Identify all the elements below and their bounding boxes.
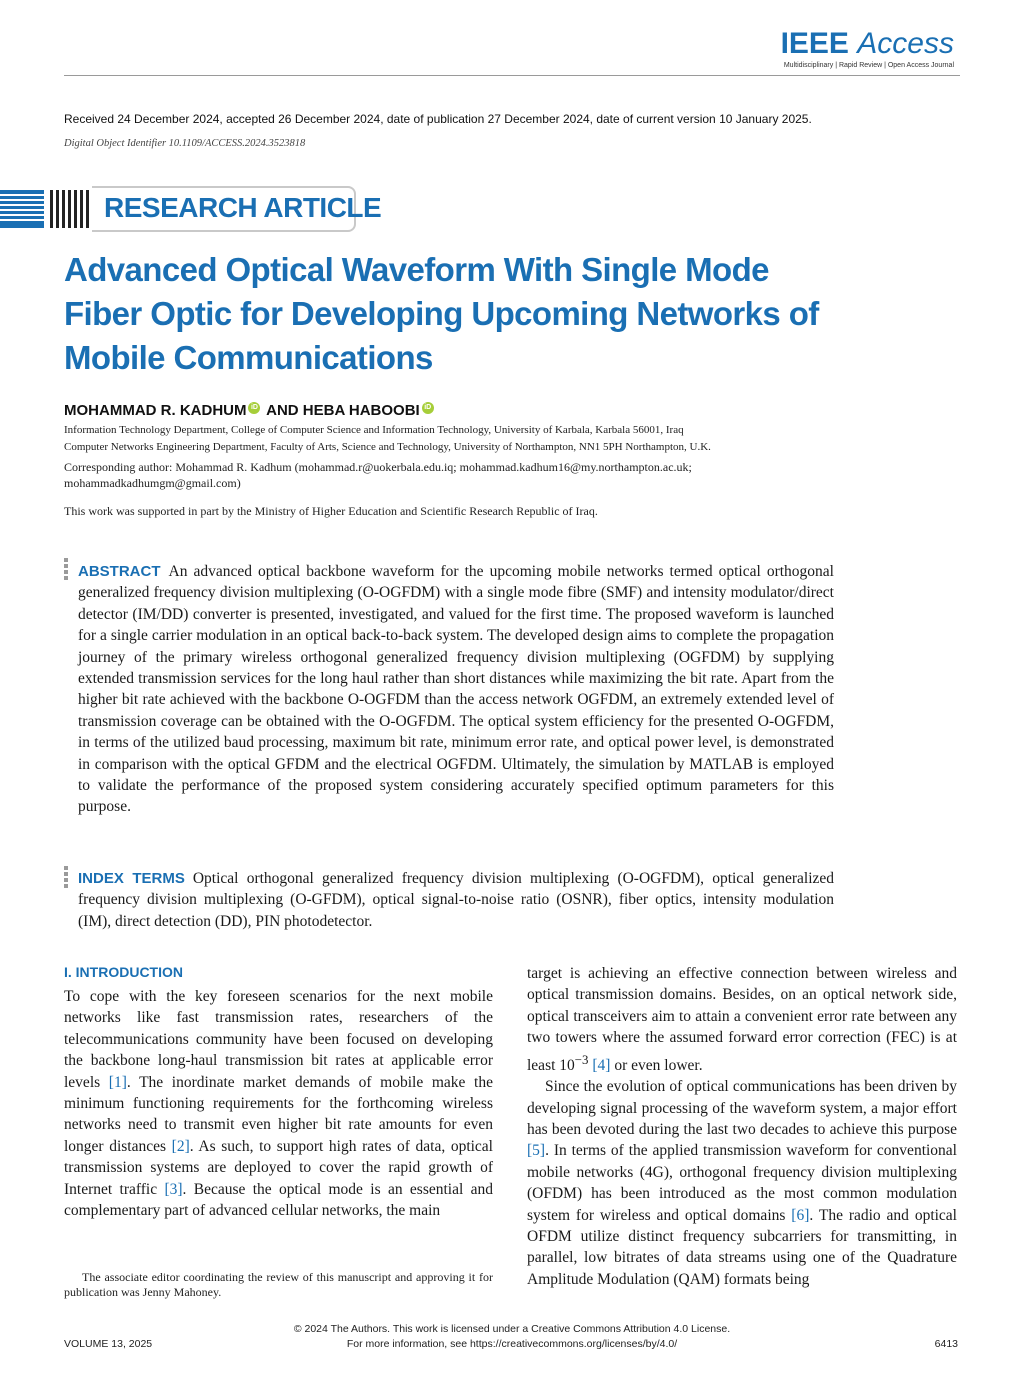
text-run: Since the evolution of optical communications has been driven by developing signal processing of the waveform system, a major effort has been devoted during the last two decades to achieve this purpose: [527, 1078, 957, 1138]
exponent: −3: [574, 1051, 589, 1067]
logo-ieee: IEEE: [780, 27, 849, 60]
citation-link[interactable]: [5]: [527, 1142, 546, 1160]
text-run: . As such, to support high rates of data, optical transmission systems are deployed to cover the rapid growth of Internet traffic: [64, 1137, 493, 1198]
affiliation-2: Computer Networks Engineering Department, Faculty of Arts, Science and Technology, University of Northampton, NN1 5PH Northampton, U.K.: [64, 441, 711, 453]
citation-link[interactable]: [6]: [791, 1206, 810, 1224]
doi-line: Digital Object Identifier 10.1109/ACCESS.2024.3523818: [64, 138, 306, 149]
index-terms-text: Optical orthogonal generalized frequency division multiplexing (O-OGFDM), optical generalized frequency division multiplexing (O-GFDM), optical signal-to-noise ratio (OSNR), fiber optics, intensity modulation (IM), direct detection (DD), PIN photodetector.: [78, 870, 835, 930]
corresponding-author-line-1: Corresponding author: Mohammad R. Kadhum (mohammad.r@uokerbala.edu.iq; mohammad.kadhum16@my.northampton.ac.uk;: [64, 460, 692, 474]
index-terms: [78, 868, 834, 932]
orcid-icon[interactable]: iD: [422, 402, 434, 414]
affiliation-1: Information Technology Department, College of Computer Science and Information Technology, University of Karbala, Karbala 56001, Iraq: [64, 424, 684, 436]
citation-link[interactable]: [4]: [592, 1056, 611, 1074]
license-line-2[interactable]: For more information, see https://creativecommons.org/licenses/by/4.0/: [346, 1338, 678, 1350]
footnote-text: The associate editor coordinating the review of this manuscript and approving it for publication was Jenny Mahoney.: [64, 1270, 493, 1299]
citation-link[interactable]: [2]: [171, 1137, 190, 1155]
funding-statement: This work was supported in part by the Ministry of Higher Education and Scientific Research Republic of Iraq.: [64, 504, 598, 518]
banner-stripes-icon: [0, 186, 92, 232]
abstract: [78, 561, 834, 818]
author-line: [64, 402, 436, 419]
citation-link[interactable]: [1]: [108, 1073, 127, 1091]
text-run: To cope with the key foreseen scenarios for the next mobile networks like fast transmission rates, researchers of the telecommunications community have been focused on developing the backbone long-haul transmission bit rates at applicable error levels: [64, 988, 493, 1091]
header-rule: [64, 75, 960, 76]
author-1: MOHAMMAD R. KADHUM: [64, 402, 247, 419]
abstract-text: An advanced optical backbone waveform for the upcoming mobile networks termed optical orthogonal generalized frequency division multiplexing (O-OGFDM) with a single mode fibre (SMF) and intensity modulator/direct detector (IM/DD) converter is presented, investigated, and valued for the first time. The proposed waveform is launched for a single carrier modulation in an optical back-to-back system. The developed design aims to complete the propagation journey of the primary wireless orthogonal generalized frequency division multiplexing (OGFDM) by supplying extended transmission services for the long haul rather than short distances while maximizing the bit rate. Apart from the higher bit rate achieved with the backbone O-OGFDM than the access network OGFDM, an extremely extended level of transmission coverage can be obtained with the O-OGFDM. The optical system efficiency for the presented O-OGFDM, in terms of the utilized baud processing, maximum bit rate, minimum error rate, and optical power level, is demonstrated in comparison with the optical GFDM and the electrical OGFDM. Ultimately, the simulation by MATLAB is employed to validate the performance of the proposed system considering accurately specified optimum parameters for this purpose.: [78, 563, 834, 816]
corresponding-author-line-2: mohammadkadhumgm@gmail.com): [64, 476, 241, 490]
text-run: . Because the optical mode is an essential and complementary part of advanced cellular networks, the main: [64, 1180, 493, 1220]
abstract-label: ABSTRACT: [78, 563, 161, 580]
text-run: or even lower.: [610, 1056, 703, 1074]
received-dates: Received 24 December 2024, accepted 26 December 2024, date of publication 27 December 2024, date of current version 10 January 2025.: [64, 112, 812, 126]
editor-footnote: [64, 1270, 493, 1300]
text-run: . The inordinate market demands of mobile make the minimum functioning requirements for the forthcoming wireless networks need to transmit even higher bit rate amounts for even longer distances: [64, 1073, 493, 1155]
right-column: [527, 963, 957, 1290]
text-run: target is achieving an effective connection between wireless and optical transmission domains. Besides, on an optical network side, optical transceivers aim to attain a convenient error rate between any two towers where the assumed forward error correction (FEC) is at least 10: [527, 965, 957, 1074]
banner-label: RESEARCH ARTICLE: [104, 192, 382, 223]
section-heading: I. INTRODUCTION: [64, 964, 183, 980]
citation-link[interactable]: [3]: [164, 1180, 183, 1198]
author-2: AND HEBA HABOOBI: [266, 402, 420, 419]
intro-paragraph-2: [527, 1076, 957, 1290]
page-number: 6413: [934, 1338, 958, 1350]
volume-label: VOLUME 13, 2025: [64, 1338, 153, 1350]
intro-paragraph-1-continued: [527, 963, 957, 1076]
paper-title: Advanced Optical Waveform With Single Mode Fiber Optic for Developing Upcoming Networks of Mobile Communications: [64, 251, 819, 376]
index-terms-marker-icon: [64, 866, 68, 890]
logo-access: Access: [857, 27, 954, 60]
text-run: . In terms of the applied transmission waveform for conventional mobile networks (4G), orthogonal frequency division multiplexing (OFDM) has been introduced as the most common modulation system for wireless and optical domains: [527, 1142, 957, 1224]
intro-paragraph-1: [64, 986, 493, 1221]
index-terms-label: INDEX TERMS: [78, 870, 185, 887]
abstract-marker-icon: [64, 558, 68, 582]
research-article-banner: [0, 186, 382, 232]
logo-wordmark: [781, 28, 954, 60]
left-column: [64, 986, 493, 1221]
license-line-1: © 2024 The Authors. This work is licensed under a Creative Commons Attribution 4.0 License.: [293, 1323, 731, 1335]
text-run: . The radio and optical OFDM utilize distinct frequency subcarriers for transmitting, in parallel, low bitrates of data streams using one of the Quadrature Amplitude Modulation (QAM) formats being: [527, 1206, 957, 1288]
journal-logo: [781, 28, 954, 69]
logo-tagline: Multidisciplinary | Rapid Review | Open Access Journal: [783, 62, 954, 69]
orcid-icon[interactable]: iD: [248, 402, 260, 414]
